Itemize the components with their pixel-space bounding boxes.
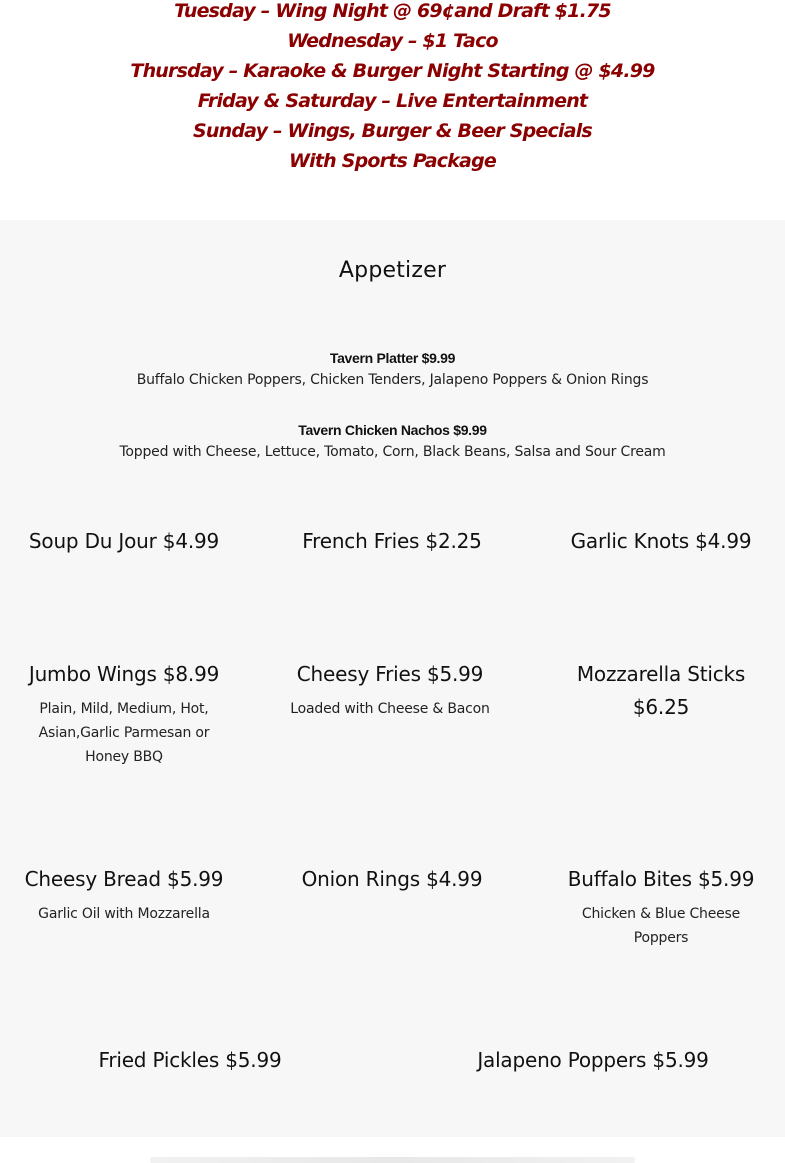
special-tuesday: Tuesday – Wing Night @ 69¢and Draft $1.75 <box>174 0 611 22</box>
menu-item <box>557 525 765 558</box>
featured-item <box>0 348 785 392</box>
menu-item-name: Jumbo Wings $8.99 <box>28 662 220 686</box>
section-title: Appetizer <box>338 258 447 283</box>
menu-item-name: Soup Du Jour $4.99 <box>28 529 220 553</box>
menu-item-name: French Fries $2.25 <box>302 529 482 553</box>
featured-item <box>0 420 785 464</box>
footer <box>0 1137 785 1163</box>
menu-item-name: Buffalo Bites $5.99 <box>567 867 755 891</box>
special-sports-package: With Sports Package <box>289 150 496 172</box>
menu-item <box>288 525 496 558</box>
special-sunday: Sunday – Wings, Burger & Beer Specials <box>193 120 592 142</box>
menu-item <box>453 1044 733 1077</box>
menu-item-name: Onion Rings $4.99 <box>301 867 483 891</box>
menu-item-description: Plain, Mild, Medium, Hot, Asian,Garlic Parmesan or Honey BBQ <box>38 701 210 765</box>
menu-item-name: Garlic Knots $4.99 <box>570 529 752 553</box>
menu-item <box>20 525 228 558</box>
menu-item <box>270 658 510 721</box>
menu-item-name: Mozzarella Sticks $6.25 <box>576 662 746 719</box>
menu-item-description: Garlic Oil with Mozzarella <box>38 906 210 922</box>
menu-item <box>567 658 755 724</box>
weekly-specials <box>0 0 785 220</box>
menu-item-description: Chicken & Blue Cheese Poppers <box>581 906 741 946</box>
appetizer-menu <box>0 220 785 1137</box>
menu-item <box>10 863 238 926</box>
special-wednesday: Wednesday – $1 Taco <box>287 30 498 52</box>
menu-item <box>20 658 228 769</box>
footer-divider <box>150 1157 635 1163</box>
menu-item <box>282 863 502 896</box>
menu-item-name: Cheesy Bread $5.99 <box>24 867 224 891</box>
menu-item <box>552 863 770 950</box>
menu-item-name: Fried Pickles $5.99 <box>98 1048 282 1072</box>
special-friday-saturday: Friday & Saturday – Live Entertainment <box>197 90 588 112</box>
featured-item-description: Topped with Cheese, Lettuce, Tomato, Corn, Black Beans, Salsa and Sour Cream <box>119 444 666 460</box>
menu-item-name: Cheesy Fries $5.99 <box>296 662 484 686</box>
special-thursday: Thursday – Karaoke & Burger Night Starting @ $4.99 <box>130 60 655 82</box>
menu-item-description: Loaded with Cheese & Bacon <box>290 701 490 717</box>
featured-item-name: Tavern Platter $9.99 <box>329 350 456 366</box>
menu-item-name: Jalapeno Poppers $5.99 <box>477 1048 709 1072</box>
featured-item-description: Buffalo Chicken Poppers, Chicken Tenders, Jalapeno Poppers & Onion Rings <box>136 372 649 388</box>
featured-item-name: Tavern Chicken Nachos $9.99 <box>298 422 487 438</box>
menu-item <box>70 1044 310 1077</box>
